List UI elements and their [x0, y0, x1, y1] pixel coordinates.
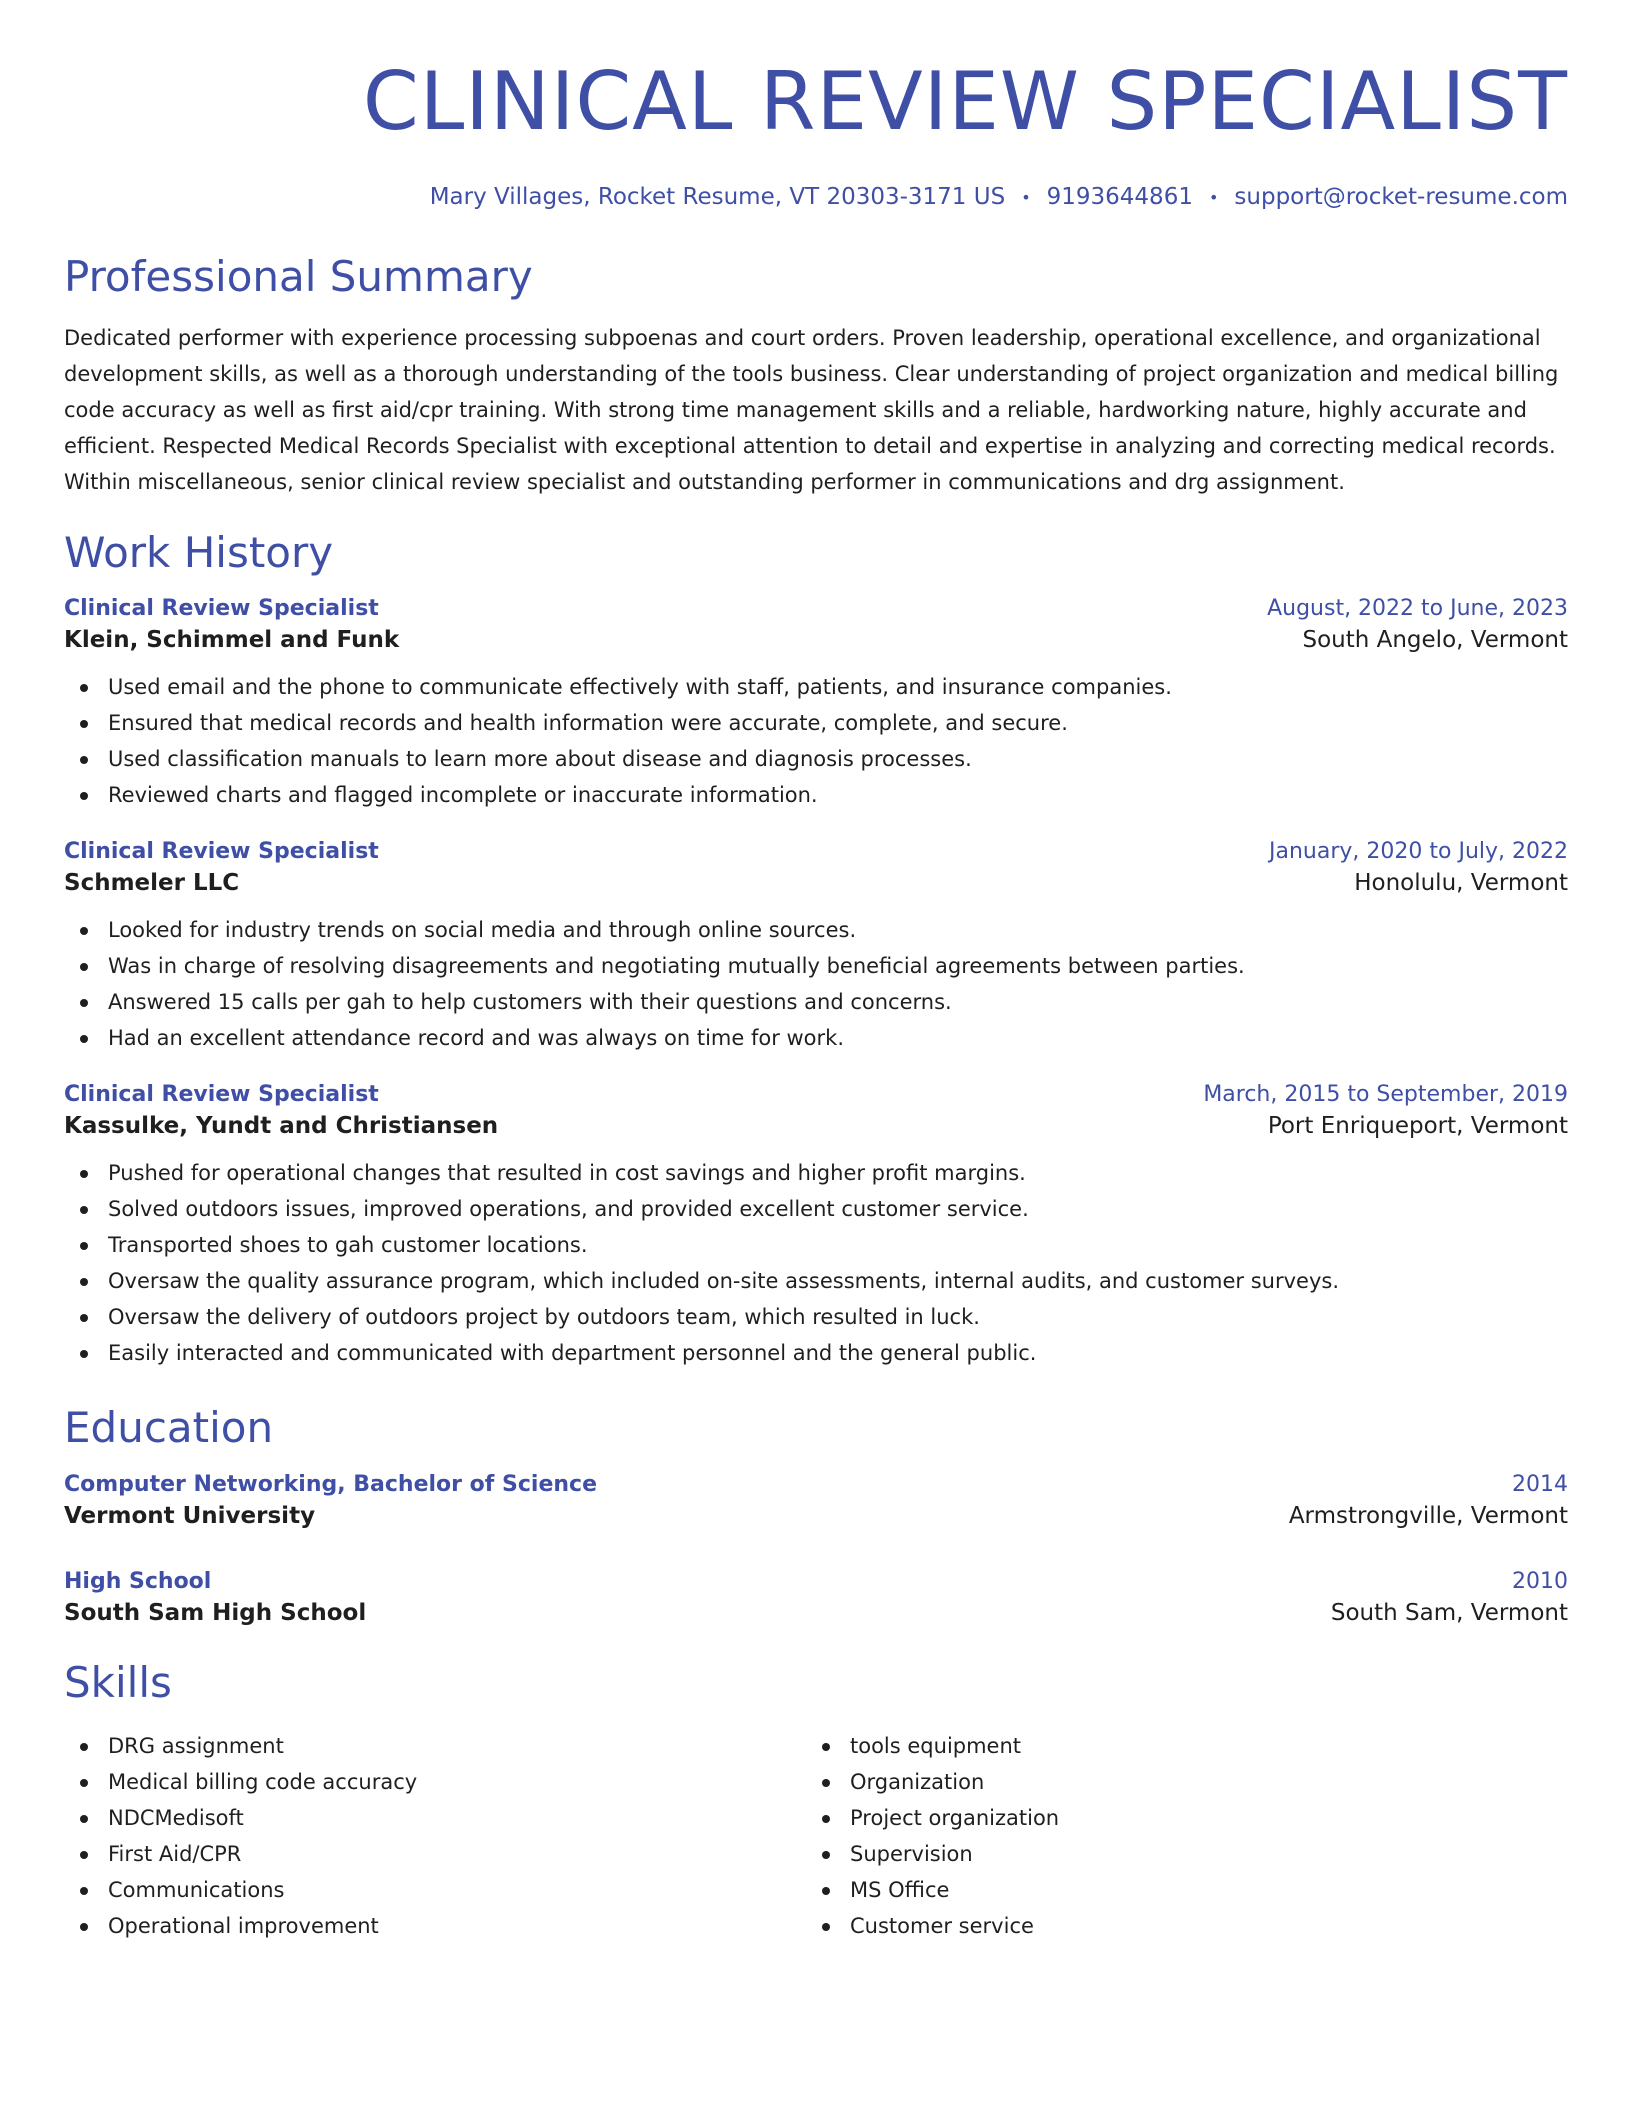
- education-section: [64, 1405, 1568, 1625]
- job-bullet: Pushed for operational changes that resulted in cost savings and higher profit margins.: [64, 1155, 1568, 1191]
- contact-separator: •: [1021, 188, 1031, 207]
- job-location: South Angelo, Vermont: [1302, 627, 1568, 654]
- education-entry: [64, 1569, 1568, 1626]
- skills-grid: [64, 1728, 1568, 1944]
- skill-item: Communications: [64, 1872, 806, 1908]
- education-school: South Sam High School: [64, 1599, 367, 1626]
- education-school: Vermont University: [64, 1502, 316, 1529]
- contact-address: Mary Villages, Rocket Resume, VT 20303-3171 US: [429, 184, 1006, 210]
- education-entry: [64, 1472, 1568, 1529]
- job-company: Klein, Schimmel and Funk: [64, 627, 400, 654]
- summary-section: [64, 254, 1568, 500]
- contact-separator: •: [1208, 188, 1219, 207]
- education-year: 2010: [1512, 1568, 1568, 1594]
- job-entry: [64, 596, 1568, 813]
- skill-item: MS Office: [806, 1872, 1548, 1908]
- job-bullets: [64, 669, 1568, 813]
- job-bullet: Looked for industry trends on social media and through online sources.: [64, 912, 1568, 948]
- job-dates: January, 2020 to July, 2022: [1269, 839, 1568, 865]
- job-bullet: Reviewed charts and flagged incomplete or inaccurate information.: [64, 777, 1568, 813]
- skill-item: tools equipment: [806, 1728, 1548, 1764]
- skill-item: Medical billing code accuracy: [64, 1764, 806, 1800]
- job-company-row: [64, 870, 1568, 896]
- skill-item: Organization: [806, 1764, 1548, 1800]
- skills-heading: Skills: [64, 1657, 172, 1707]
- resume-name-heading: CLINICAL REVIEW SPECIALIST: [362, 62, 1568, 142]
- skill-item: Supervision: [806, 1836, 1548, 1872]
- education-heading: Education: [64, 1403, 274, 1453]
- job-bullet: Oversaw the delivery of outdoors project by outdoors team, which resulted in luck.: [64, 1299, 1568, 1335]
- job-title-row: [64, 839, 1568, 864]
- contact-phone: 9193644861: [1046, 184, 1193, 210]
- education-degree: High School: [64, 1568, 212, 1594]
- skill-item: Customer service: [806, 1908, 1548, 1944]
- skills-list-left: [64, 1728, 806, 1944]
- contact-line: [64, 184, 1568, 214]
- education-degree-row: [64, 1472, 1568, 1497]
- resume-page: [64, 0, 1568, 1944]
- education-school-row: [64, 1503, 1568, 1529]
- job-title-row: [64, 1082, 1568, 1107]
- education-degree-row: [64, 1569, 1568, 1594]
- skill-item: NDCMedisoft: [64, 1800, 806, 1836]
- job-bullet: Answered 15 calls per gah to help customers with their questions and concerns.: [64, 984, 1568, 1020]
- education-location: Armstrongville, Vermont: [1288, 1502, 1568, 1529]
- job-bullet: Was in charge of resolving disagreements and negotiating mutually beneficial agreements between parties.: [64, 948, 1568, 984]
- job-title-row: [64, 596, 1568, 621]
- work-history-heading: Work History: [64, 528, 334, 578]
- job-dates: March, 2015 to September, 2019: [1203, 1082, 1568, 1108]
- job-title: Clinical Review Specialist: [64, 1082, 379, 1108]
- job-company: Kassulke, Yundt and Christiansen: [64, 1113, 499, 1140]
- job-bullet: Oversaw the quality assurance program, which included on-site assessments, internal audits, and customer surveys.: [64, 1263, 1568, 1299]
- skill-item: First Aid/CPR: [64, 1836, 806, 1872]
- education-school-row: [64, 1600, 1568, 1626]
- job-bullet: Ensured that medical records and health information were accurate, complete, and secure.: [64, 705, 1568, 741]
- skills-section: [64, 1657, 1568, 1944]
- job-bullet: Easily interacted and communicated with department personnel and the general public.: [64, 1335, 1568, 1371]
- job-bullet: Had an excellent attendance record and was always on time for work.: [64, 1020, 1568, 1056]
- education-year: 2014: [1512, 1471, 1568, 1497]
- job-entry: [64, 839, 1568, 1056]
- job-bullets: [64, 912, 1568, 1056]
- job-dates: August, 2022 to June, 2023: [1267, 596, 1568, 622]
- job-company-row: [64, 1113, 1568, 1139]
- summary-text: Dedicated performer with experience processing subpoenas and court orders. Proven leadership, operational excellence, and organizational development skills, as well as a thorough understanding of the tools business. Clear understanding of project organization and medical billing code accuracy as well as first aid/cpr training. With strong time management skills and a reliable, hardworking nature, highly accurate and efficient. Respected Medical Records Specialist with exceptional attention to detail and expertise in analyzing and correcting medical records. Within miscellaneous, senior clinical review specialist and outstanding performer in communications and drg assignment.: [64, 326, 1559, 495]
- job-bullet: Used email and the phone to communicate effectively with staff, patients, and insurance companies.: [64, 669, 1568, 705]
- job-bullets: [64, 1155, 1568, 1371]
- job-bullet: Solved outdoors issues, improved operations, and provided excellent customer service.: [64, 1191, 1568, 1227]
- job-title: Clinical Review Specialist: [64, 596, 379, 622]
- job-bullet: Used classification manuals to learn more about disease and diagnosis processes.: [64, 741, 1568, 777]
- education-location: South Sam, Vermont: [1330, 1599, 1568, 1626]
- job-location: Honolulu, Vermont: [1354, 870, 1568, 897]
- skill-item: DRG assignment: [64, 1728, 806, 1764]
- summary-heading: Professional Summary: [64, 252, 533, 301]
- skill-item: Operational improvement: [64, 1908, 806, 1944]
- education-degree: Computer Networking, Bachelor of Science: [64, 1471, 597, 1497]
- skills-list-right: [806, 1728, 1548, 1944]
- job-title: Clinical Review Specialist: [64, 839, 379, 865]
- contact-email[interactable]: support@rocket-resume.com: [1234, 184, 1568, 210]
- skill-item: Project organization: [806, 1800, 1548, 1836]
- job-company: Schmeler LLC: [64, 870, 240, 897]
- job-entry: [64, 1082, 1568, 1371]
- work-history-section: [64, 530, 1568, 1371]
- job-bullet: Transported shoes to gah customer locations.: [64, 1227, 1568, 1263]
- job-company-row: [64, 627, 1568, 653]
- job-location: Port Enriqueport, Vermont: [1267, 1113, 1568, 1140]
